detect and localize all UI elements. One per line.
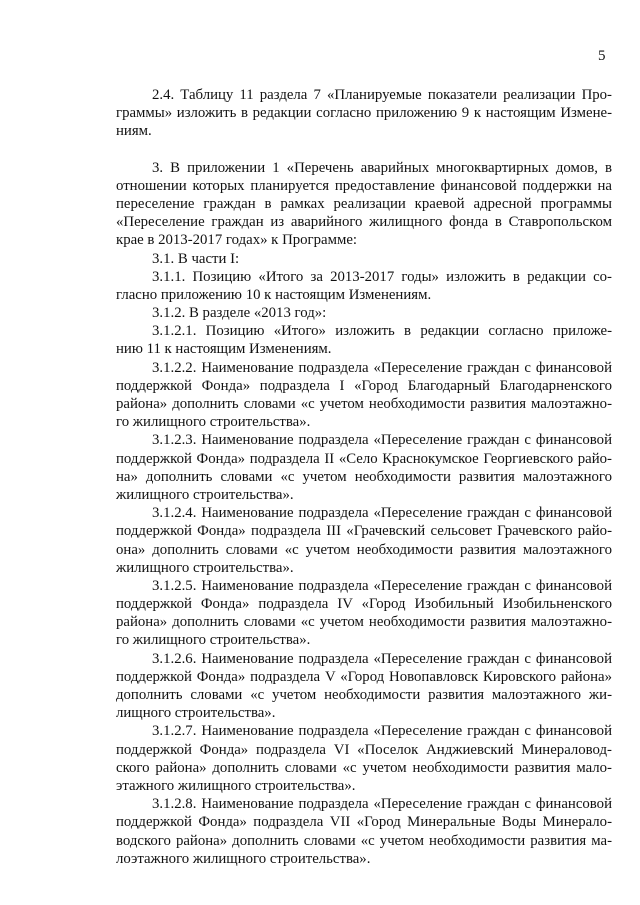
text-line: 3.1.2.5. Наименование подраздела «Переселение граждан с финансовой <box>152 577 612 594</box>
document-body <box>116 86 612 868</box>
text-line: района» дополнить словами «с учетом необходимости развития малоэтажно- <box>116 396 612 412</box>
paragraph-gap <box>116 141 612 159</box>
text-line: 2.4. Таблицу 11 раздела 7 «Планируемые показатели реализации Про- <box>152 87 612 103</box>
text-line: переселение граждан в рамках реализации краевой адресной программы <box>116 195 612 212</box>
text-line: 3.1.2.7. Наименование подраздела «Переселение граждан с финансовой <box>152 723 612 740</box>
text-line: поддержкой Фонда» подраздела II «Село Краснокумское Георгиевского райо- <box>116 450 612 467</box>
text-line: поддержкой Фонда» подраздела V «Город Новопавловск Кировского района» <box>116 668 612 685</box>
text-line: поддержкой Фонда» подраздела III «Грачевский сельсовет Грачевского райо- <box>116 523 612 540</box>
text-line: 3.1. В части I: <box>152 250 240 267</box>
text-line: го жилищного строительства». <box>116 632 311 649</box>
text-line: 3.1.2.4. Наименование подраздела «Переселение граждан с финансовой <box>152 505 612 522</box>
text-line: района» дополнить словами «с учетом необходимости развития малоэтажно- <box>116 614 612 631</box>
text-line: поддержкой Фонда» подраздела VI «Поселок Анджиевский Минераловод- <box>116 741 612 758</box>
text-line: «Переселение граждан из аварийного жилищного фонда в Ставропольском <box>116 214 612 231</box>
text-line: 3.1.2.8. Наименование подраздела «Переселение граждан с финансовой <box>152 796 612 813</box>
text-line: 3.1.2.3. Наименование подраздела «Переселение граждан с финансовой <box>152 432 612 449</box>
text-line: поддержкой Фонда» подраздела VII «Город Минеральные Воды Минерало- <box>116 814 612 831</box>
text-line: 3.1.1. Позицию «Итого за 2013-2017 годы» изложить в редакции со- <box>152 268 612 285</box>
text-line: 3.1.2. В разделе «2013 год»: <box>152 305 327 322</box>
text-line: гласно приложению 10 к настоящим Изменениям. <box>116 286 432 303</box>
text-line: отношении которых планируется предоставление финансовой поддержки на <box>116 177 612 194</box>
text-line: лоэтажного жилищного строительства». <box>116 850 371 867</box>
text-line: поддержкой Фонда» подраздела IV «Город Изобильный Изобильненского <box>116 596 612 613</box>
text-line: жилищного строительства». <box>116 559 294 576</box>
text-line: дополнить словами «с учетом необходимости развития малоэтажного жи- <box>116 687 612 703</box>
text-line: лищного строительства». <box>116 705 276 722</box>
text-line: жилищного строительства». <box>116 486 294 503</box>
text-line: водского района» дополнить словами «с учетом необходимости развития ма- <box>116 832 612 849</box>
text-line: го жилищного строительства». <box>116 414 311 431</box>
text-line: этажного жилищного строительства». <box>116 777 356 794</box>
text-line: поддержкой Фонда» подраздела I «Город Благодарный Благодарненского <box>116 377 612 394</box>
page-number: 5 <box>598 48 606 64</box>
text-line: ского района» дополнить словами «с учетом необходимости развития мало- <box>116 759 612 776</box>
text-line: нию 11 к настоящим Изменениям. <box>116 341 332 358</box>
text-line: ниям. <box>116 123 152 140</box>
text-line: 3. В приложении 1 «Перечень аварийных многоквартирных домов, в <box>152 159 612 176</box>
text-line: она» дополнить словами «с учетом необходимости развития малоэтажного <box>116 541 612 558</box>
text-line: 3.1.2.6. Наименование подраздела «Переселение граждан с финансовой <box>152 650 612 667</box>
text-line: граммы» изложить в редакции согласно приложению 9 к настоящим Измене- <box>116 105 612 122</box>
text-line: 3.1.2.1. Позицию «Итого» изложить в редакции согласно приложе- <box>152 323 612 340</box>
text-line: на» дополнить словами «с учетом необходимости развития малоэтажного <box>116 468 612 485</box>
text-line: крае в 2013-2017 годах» к Программе: <box>116 232 357 249</box>
text-line: 3.1.2.2. Наименование подраздела «Переселение граждан с финансовой <box>152 359 612 376</box>
